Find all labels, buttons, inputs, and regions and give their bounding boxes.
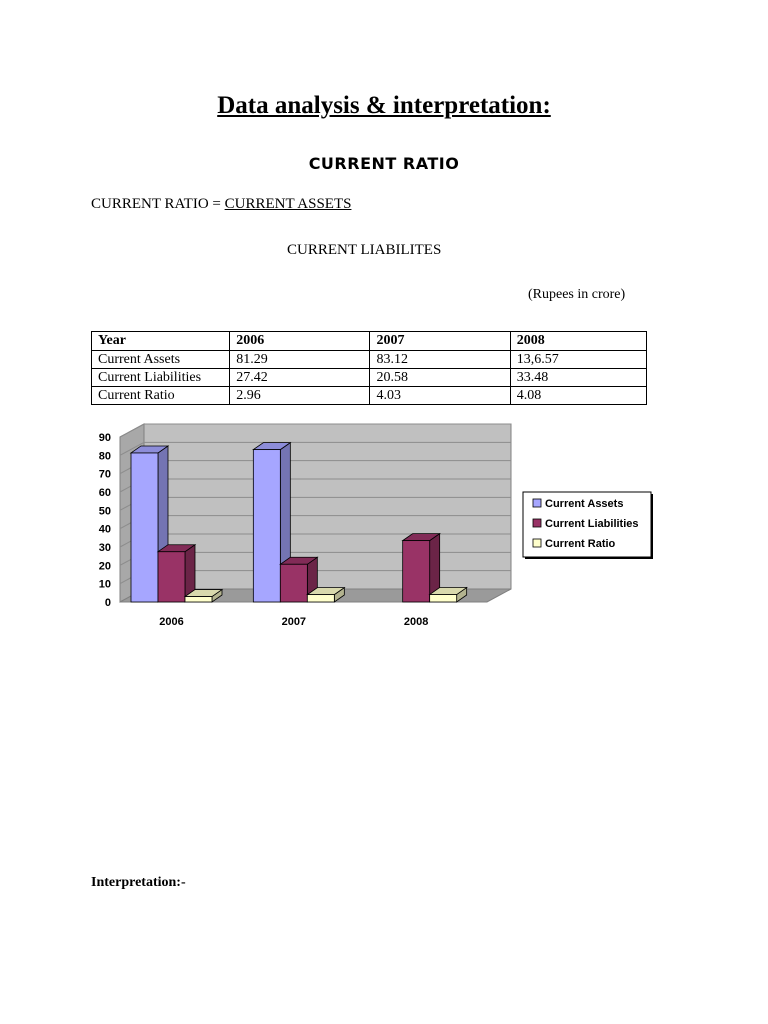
x-category-label: 2007	[281, 616, 307, 628]
interpretation-label: Interpretation:-	[91, 875, 186, 890]
bar-front-face	[253, 450, 280, 602]
table-cell: 81.29	[230, 351, 370, 369]
bar-front-face	[131, 453, 158, 602]
table-header-cell: 2007	[370, 332, 510, 351]
y-tick-label: 70	[98, 468, 111, 481]
y-tick-label: 30	[98, 542, 111, 554]
table-cell: Current Assets	[92, 351, 230, 369]
y-tick-label: 20	[98, 560, 111, 573]
data-table	[91, 331, 647, 405]
table-cell: Current Liabilities	[92, 369, 230, 387]
table-cell: 4.03	[370, 387, 510, 405]
table-cell: 2.96	[230, 387, 370, 405]
y-tick-label: 90	[98, 432, 111, 444]
table-cell: 4.08	[510, 387, 646, 405]
bar-front-face	[185, 597, 212, 602]
table-cell: 20.58	[370, 369, 510, 387]
y-tick-label: 10	[98, 578, 111, 591]
table-row	[92, 387, 647, 405]
bar-front-face	[403, 541, 430, 602]
y-tick-label: 60	[98, 487, 111, 499]
table-header-cell: 2006	[230, 332, 370, 351]
table-row	[92, 369, 647, 387]
legend-swatch	[533, 499, 541, 507]
formula-numerator: CURRENT ASSETS	[224, 196, 352, 212]
table-cell: 83.12	[370, 351, 510, 369]
x-category-label: 2008	[403, 616, 429, 628]
units-note: (Rupees in crore)	[528, 287, 626, 302]
formula-lhs: CURRENT RATIO =	[91, 196, 225, 212]
chart-back-wall	[144, 424, 511, 589]
y-tick-label: 80	[98, 450, 111, 463]
section-title: CURRENT RATIO	[308, 154, 460, 173]
y-tick-label: 50	[98, 505, 111, 518]
table-header-cell: 2008	[510, 332, 646, 351]
table-header-cell: Year	[92, 332, 230, 351]
x-category-label: 2006	[159, 616, 184, 628]
table-cell: Current Ratio	[92, 387, 230, 405]
table-cell: 33.48	[510, 369, 646, 387]
y-tick-label: 0	[104, 597, 111, 609]
legend-label: Current Liabilities	[545, 518, 639, 530]
y-tick-label: 40	[98, 523, 111, 536]
bar-front-face	[158, 552, 185, 602]
legend-label: Current Ratio	[545, 538, 616, 550]
bar-front-face	[280, 564, 307, 602]
formula-denominator: CURRENT LIABILITES	[287, 242, 442, 258]
legend-label: Current Assets	[545, 498, 624, 510]
table-cell: 27.42	[230, 369, 370, 387]
bar-front-face	[430, 595, 457, 602]
bar-front-face	[307, 595, 334, 602]
current-ratio-chart	[88, 422, 658, 642]
formula-line	[91, 196, 351, 213]
table-row	[92, 351, 647, 369]
page-heading: Data analysis & interpretation:	[217, 92, 551, 119]
table-cell: 13,6.57	[510, 351, 646, 369]
legend-swatch	[533, 519, 541, 527]
table-header-row	[92, 332, 647, 351]
legend-swatch	[533, 539, 541, 547]
